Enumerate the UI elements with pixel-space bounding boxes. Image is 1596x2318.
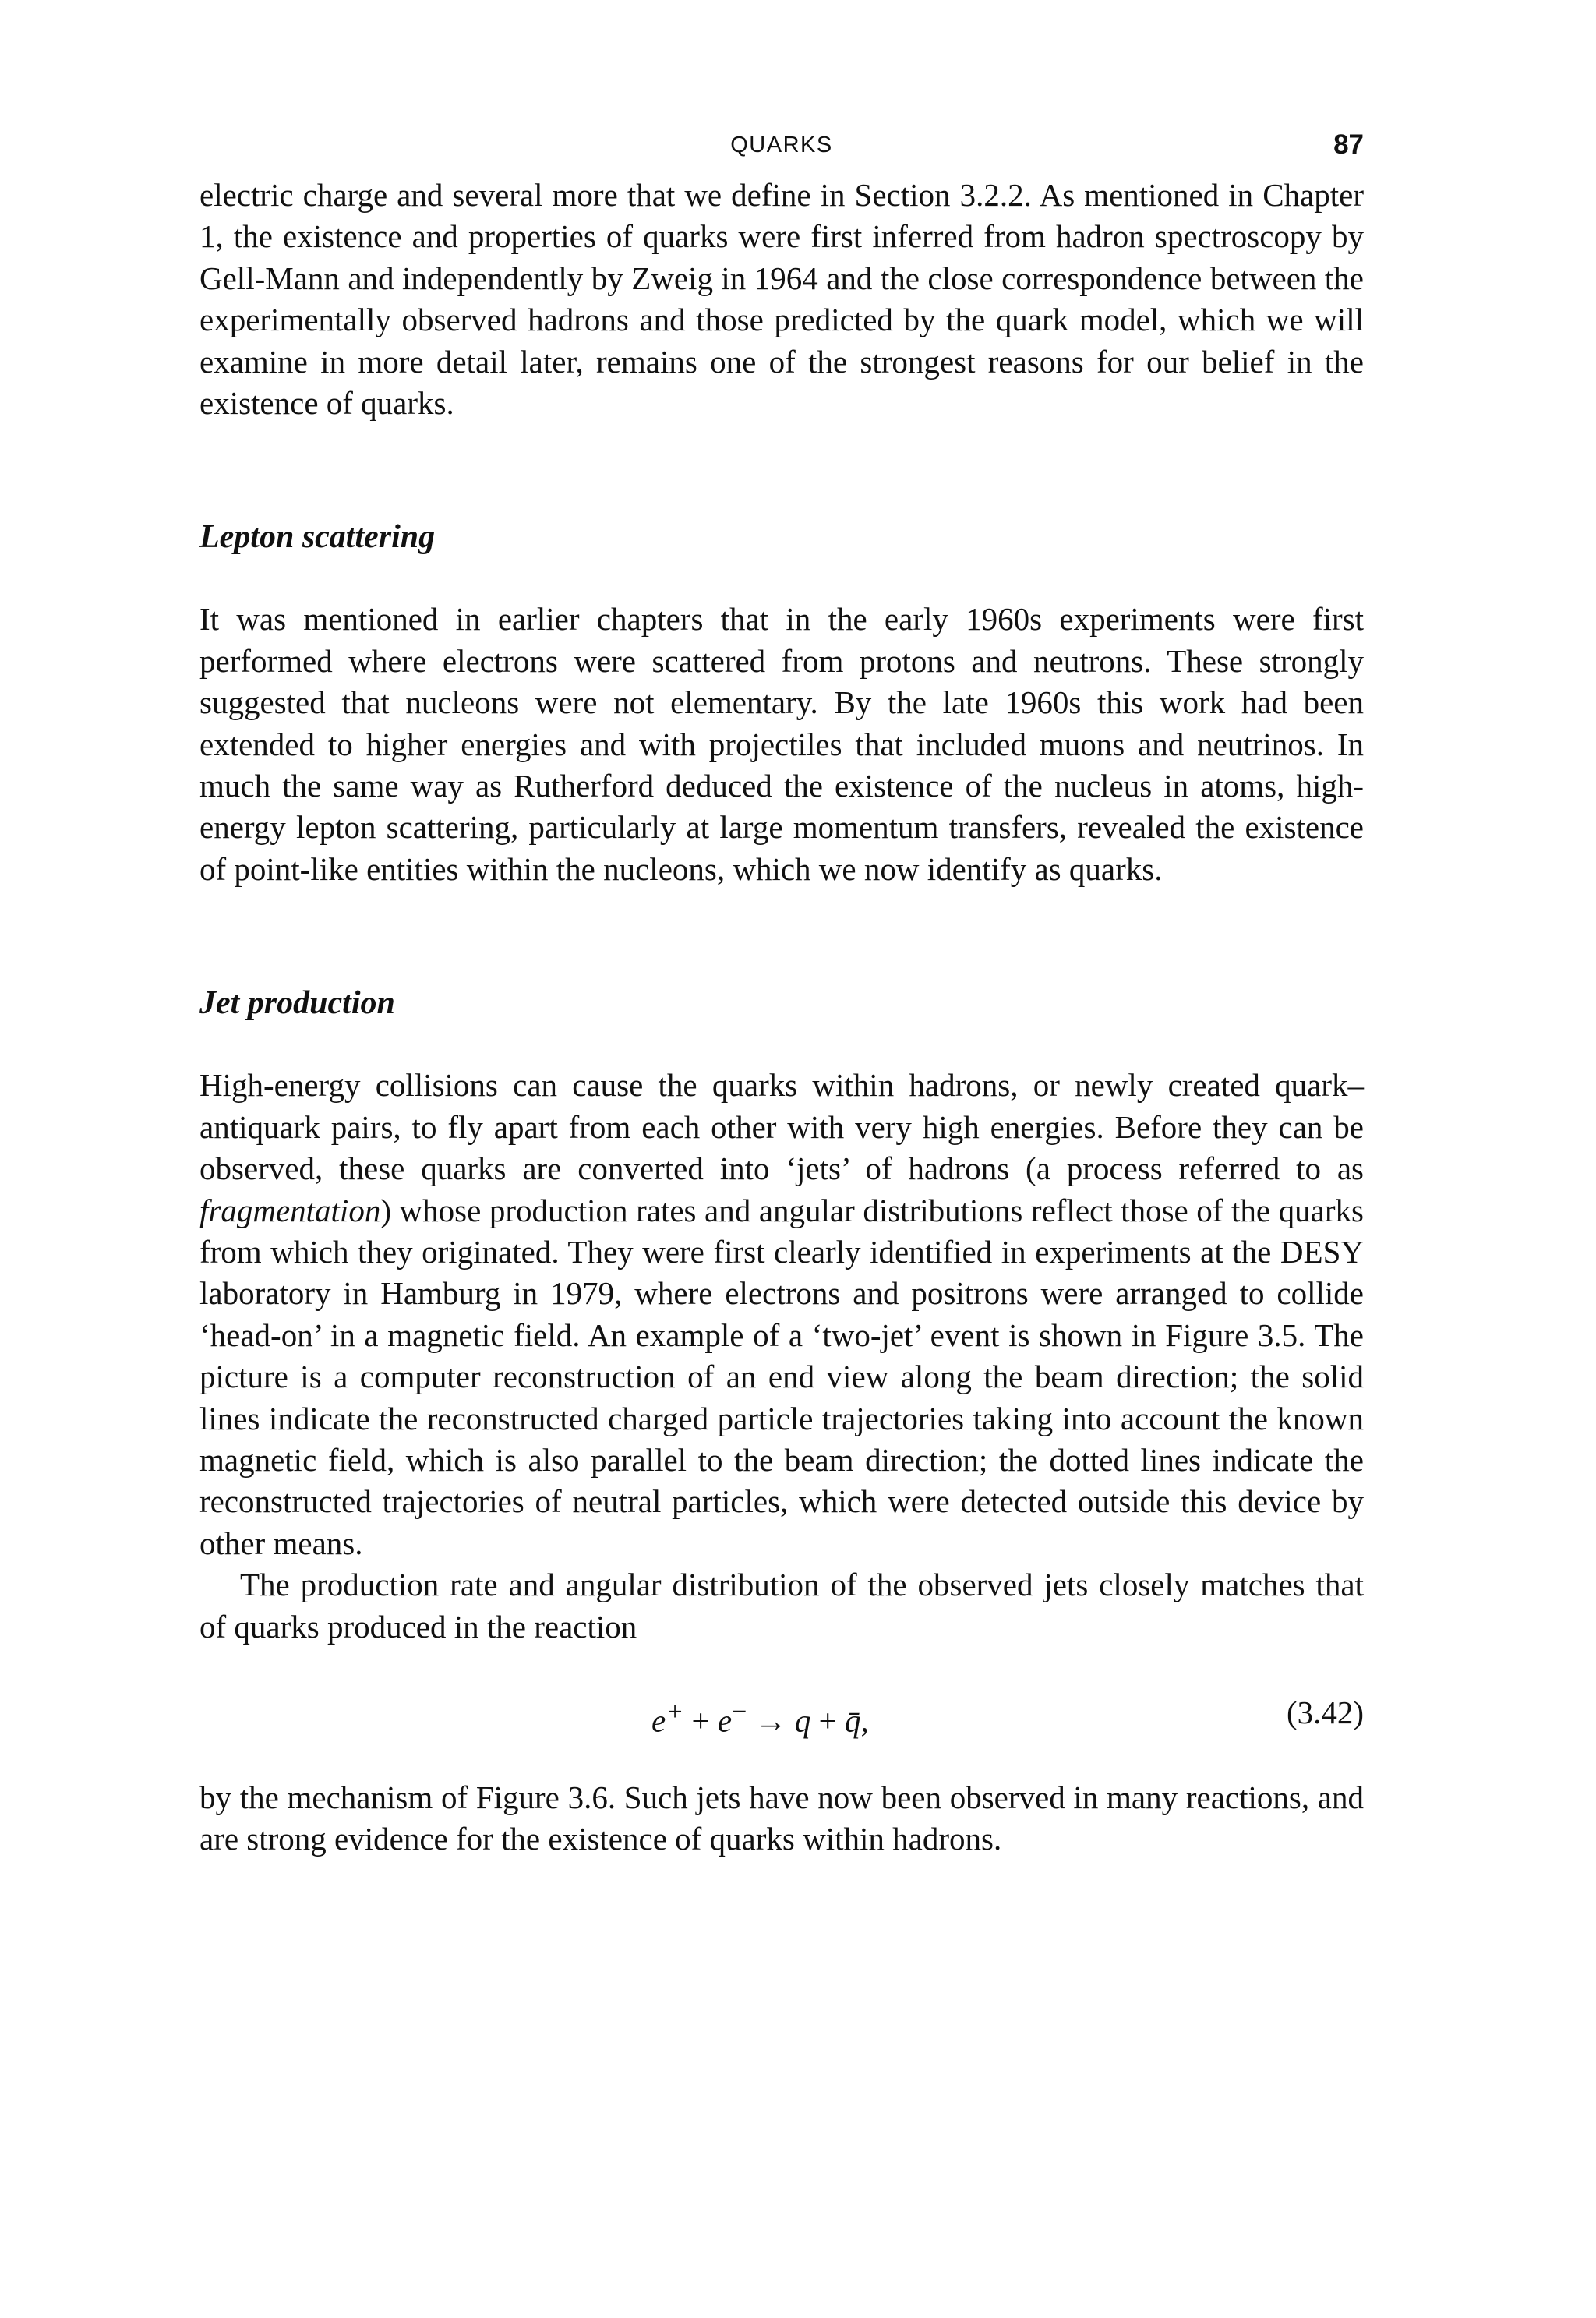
equation-3-42 [200, 1691, 1364, 1739]
closing-paragraph: by the mechanism of Figure 3.6. Such jets have now been observed in many reactions, and are strong evidence for the existence of quarks within hadrons. [200, 1779, 1364, 1857]
jet-production-paragraph [200, 1065, 1364, 1564]
reaction-intro-paragraph: The production rate and angular distribution of the observed jets closely matches that of quarks produced in the reaction [200, 1567, 1364, 1645]
jet-production-heading: Jet production [200, 985, 395, 1022]
jet-text-part-1: High-energy collisions can cause the quarks within hadrons, or newly created quark–antiquark pairs, to fly apart from each other with very high energies. Before they can be observed, these quarks are converted into ‘jets’ of hadrons (a process referred to as [200, 1067, 1364, 1187]
lepton-scattering-paragraph: It was mentioned in earlier chapters that in the early 1960s experiments were first performed where electrons were scattered from protons and neutrons. These strongly suggested that nucleons were not elementary. By the late 1960s this work had been extended to higher energies and with projectiles that included muons and neutrinos. In much the same way as Rutherford deduced the existence of the nucleus in atoms, high-energy lepton scattering, particularly at large momentum transfers, revealed the existence of point-like entities within the nucleons, which we now identify as quarks. [200, 601, 1364, 887]
lepton-scattering-heading: Lepton scattering [200, 519, 436, 556]
equation-body: e+ + e− → q + q̄, [651, 1697, 869, 1739]
intro-paragraph: electric charge and several more that we define in Section 3.2.2. As mentioned in Chapter 1, the existence and properties of quarks were first inferred from hadron spectroscopy by Gell-Mann and independently by Zweig in 1964 and the close correspondence between the experimentally observed hadrons and those predicted by the quark model, which we will examine in more detail later, remains one of the strongest reasons for our belief in the existence of quarks. [200, 177, 1364, 422]
page-number: 87 [1333, 129, 1364, 160]
fragmentation-term: fragmentation [200, 1192, 381, 1228]
running-head [200, 129, 1364, 175]
book-page [200, 129, 1364, 1860]
running-title: QUARKS [730, 133, 833, 157]
equation-number: (3.42) [1286, 1694, 1364, 1730]
jet-text-part-2: ) whose production rates and angular distributions reflect those of the quarks from which they originated. They were first clearly identified in experiments at the DESY laboratory in Hamburg in 1979, where electrons and positrons were arranged to collide ‘head-on’ in a magnetic field. An example of a ‘two-jet’ event is shown in Figure 3.5. The picture is a computer reconstruction of an end view along the beam direction; the solid lines indicate the reconstructed charged particle trajectories taking into account the known magnetic field, which is also parallel to the beam direction; the dotted lines indicate the reconstructed trajectories of neutral particles, which were detected outside this device by other means. [200, 1192, 1364, 1561]
